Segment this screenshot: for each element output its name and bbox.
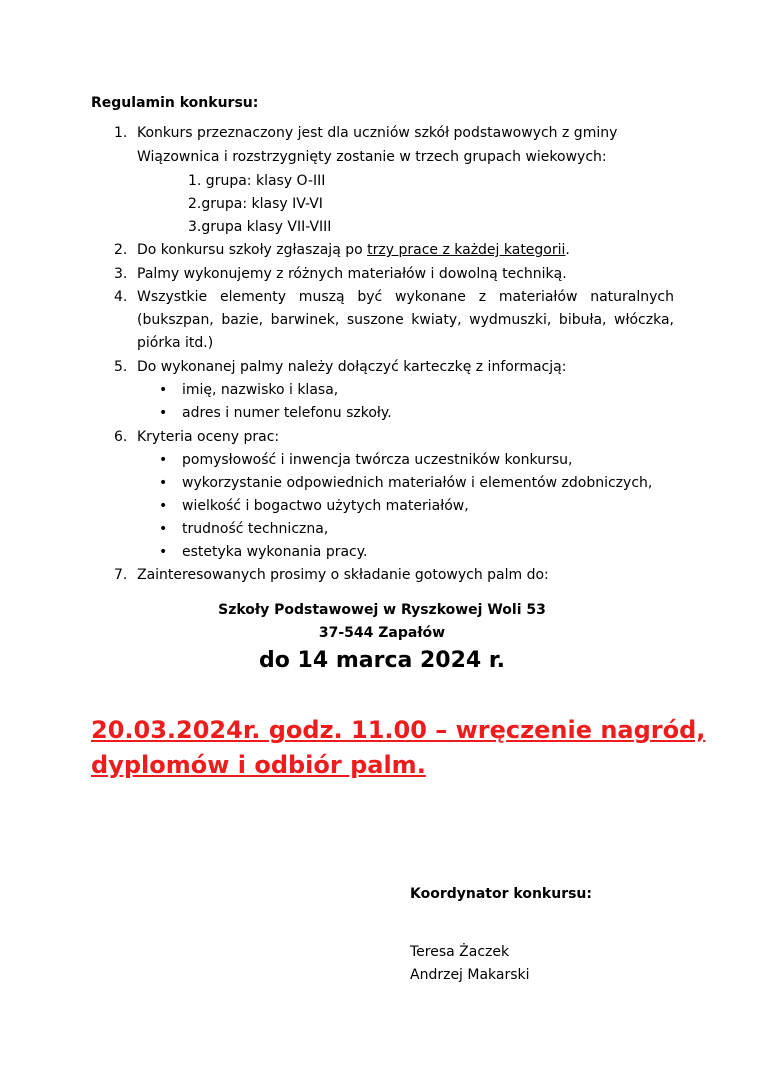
criteria-bullet-3: wielkość i bogactwo użytych materiałów, [182,498,469,514]
item-1-line-2: Wiązownica i rozstrzygnięty zostanie w trzech grupach wiekowych: [137,149,607,165]
item-6-number: 6. [114,429,128,445]
info-bullet-1: imię, nazwisko i klasa, [182,382,339,398]
item-2-text [137,242,570,258]
item-4-line-3: piórka itd.) [137,335,214,351]
group-3: 3.grupa klasy VII-VIII [188,219,332,235]
bullet-glyph: • [159,475,168,491]
award-line-2: dyplomów i odbiór palm. [91,751,426,779]
bullet-glyph: • [159,544,168,560]
item-7-number: 7. [114,567,128,583]
bullet-glyph: • [159,382,168,398]
award-line-1: 20.03.2024r. godz. 11.00 – wręczenie nagród, [91,716,706,744]
rules-heading: Regulamin konkursu: [91,95,259,111]
item-7-text: Zainteresowanych prosimy o składanie gotowych palm do: [137,567,549,583]
item-4-line-2: (bukszpan, bazie, barwinek, suszone kwiaty, wydmuszki, bibuła, włóczka, [137,312,674,328]
info-bullet-2: adres i numer telefonu szkoły. [182,405,392,421]
bullet-glyph: • [159,452,168,468]
coordinator-name-1: Teresa Żaczek [410,944,510,960]
item-5-number: 5. [114,359,128,375]
item-4-line-1: Wszystkie elementy muszą być wykonane z materiałów naturalnych [137,289,674,305]
bullet-glyph: • [159,521,168,537]
item-2-post: . [565,242,570,258]
item-1-line-1: Konkurs przeznaczony jest dla uczniów szkół podstawowych z gminy [137,125,618,141]
bullet-glyph: • [159,405,168,421]
criteria-bullet-5: estetyka wykonania pracy. [182,544,368,560]
criteria-bullet-2: wykorzystanie odpowiednich materiałów i elementów zdobniczych, [182,475,653,491]
item-6-text: Kryteria oceny prac: [137,429,280,445]
item-5-text: Do wykonanej palmy należy dołączyć karteczkę z informacją: [137,359,567,375]
item-3-text: Palmy wykonujemy z różnych materiałów i dowolną techniką. [137,266,567,282]
bullet-glyph: • [159,498,168,514]
criteria-bullet-4: trudność techniczna, [182,521,329,537]
item-3-number: 3. [114,266,128,282]
criteria-bullet-1: pomysłowość i inwencja twórcza uczestników konkursu, [182,452,573,468]
item-2-pre: Do konkursu szkoły zgłaszają po [137,242,368,258]
group-2: 2.grupa: klasy IV-VI [188,196,323,212]
group-1: 1. grupa: klasy O-III [188,173,326,189]
address-line-1: Szkoły Podstawowej w Ryszkowej Woli 53 [218,602,546,618]
item-2-underlined: trzy prace z każdej kategorii [367,242,566,258]
coordinator-name-2: Andrzej Makarski [410,967,530,983]
item-1-number: 1. [114,125,128,141]
deadline: do 14 marca 2024 r. [259,648,505,673]
coordinator-label: Koordynator konkursu: [410,886,592,902]
address-line-2: 37-544 Zapałów [318,625,446,641]
item-4-number: 4. [114,289,128,305]
item-2-number: 2. [114,242,128,258]
